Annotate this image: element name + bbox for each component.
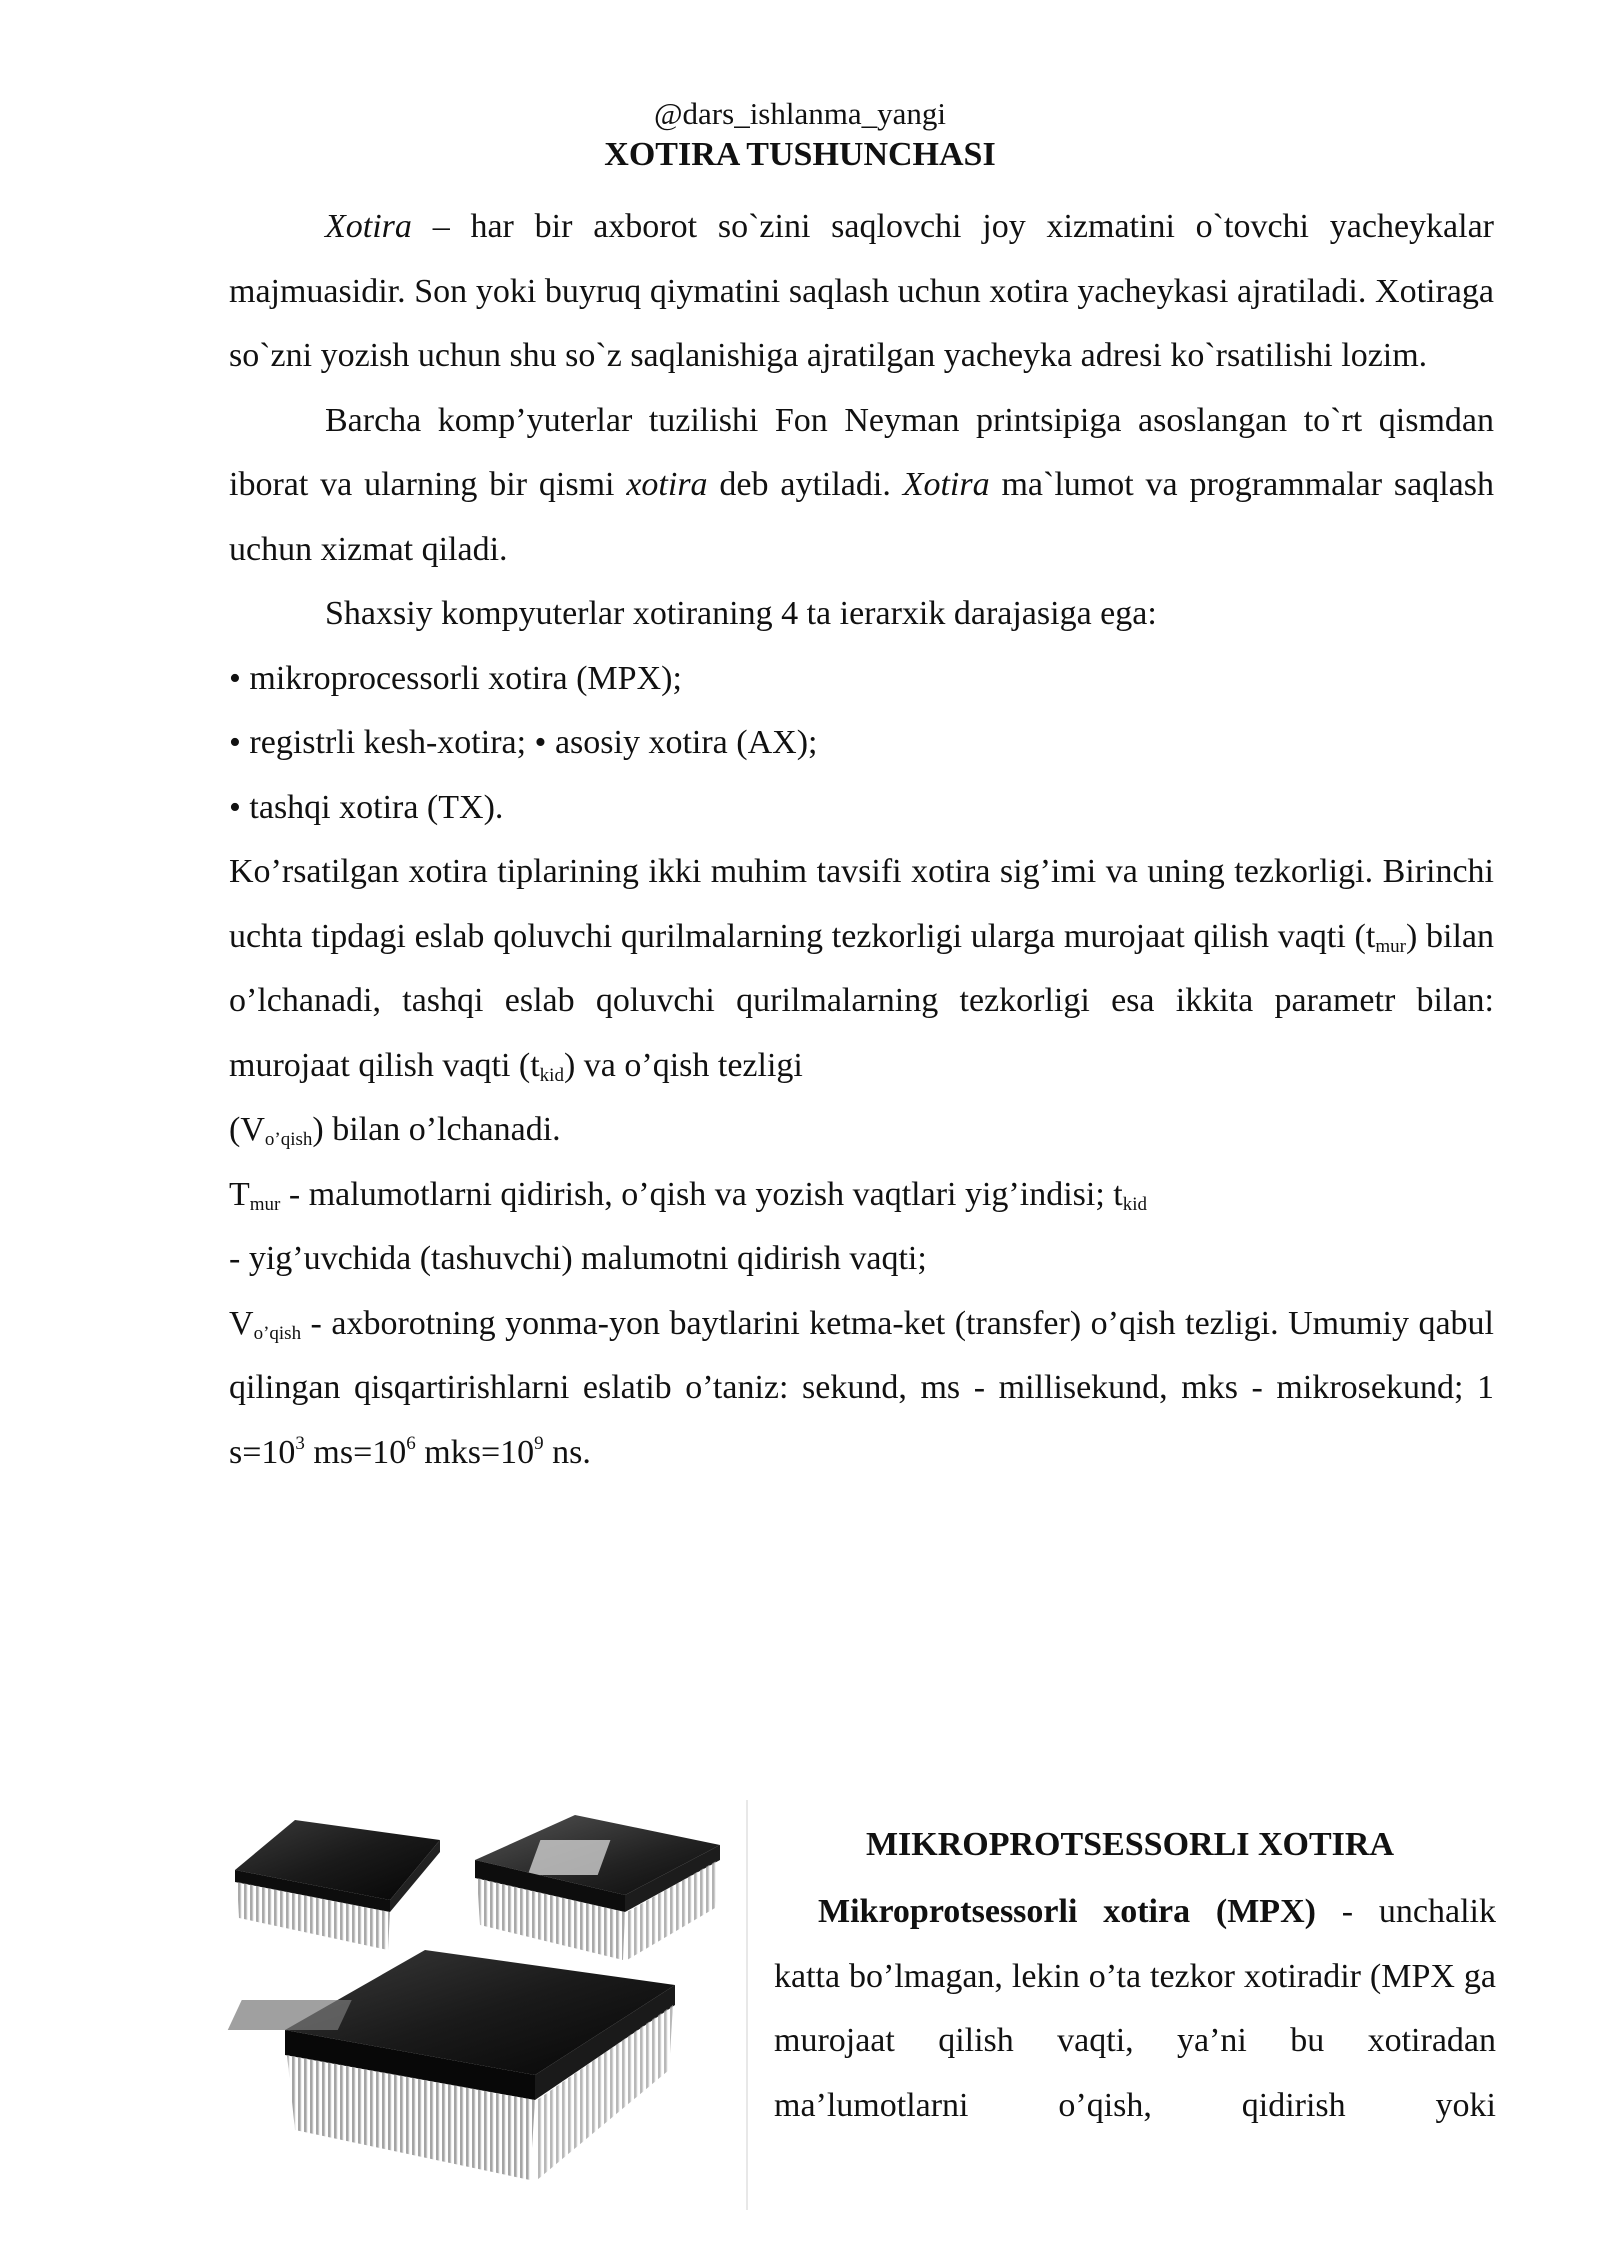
text-span: Barcha komp’yuterlar tuzilishi Fon Neyman printsipiga asoslangan to`rt qismdan iborat va ularning bir qismi — [229, 401, 1494, 503]
superscript: 6 — [406, 1432, 416, 1454]
term-dash: – — [411, 208, 471, 245]
main-text — [229, 195, 1494, 1485]
emphasis: xotira — [626, 466, 708, 503]
text-span: Ko’rsatilgan xotira tiplarining ikki muhim tavsifi xotira sig’imi va uning tezkorligi. Birinchi uchta tipdagi eslab qoluvchi qurilmalarning tezkorligi ularga murojaat qilish vaqti (t — [229, 853, 1494, 955]
chip-2 — [475, 1815, 720, 1960]
paragraph-mpx — [774, 1880, 1496, 2138]
paragraph-units — [229, 1292, 1494, 1486]
text-span: ) bilan o’lchanadi, tashqi eslab qoluvchi qurilmalarning tezkorligi esa ikkita parametr bilan: murojaat qilish vaqti (t — [229, 917, 1495, 1084]
subscript: kid — [1122, 1193, 1148, 1215]
text-span: ma`lumot va programmalar saqlash uchun xizmat qiladi. — [229, 466, 1494, 568]
text-span: ns. — [543, 1433, 591, 1471]
section-text — [774, 1880, 1496, 2138]
text-span: deb aytiladi. — [707, 466, 903, 503]
paragraph-definition — [229, 195, 1494, 389]
subscript: o’qish — [253, 1322, 302, 1344]
term-xotira: Xotira — [325, 208, 412, 245]
paragraph-tkid: - yig’uvchida (tashuvchi) malumotni qidirish vaqti; — [229, 1240, 927, 1277]
subscript: kid — [539, 1064, 564, 1086]
text-span: ) va o’qish tezligi — [563, 1046, 803, 1084]
section-title: MIKROPROTSESSORLI XOTIRA — [865, 1826, 1395, 1863]
bullet-item: • registrli kesh-xotira; • asosiy xotira (AX); — [229, 724, 818, 761]
subscript: o’qish — [264, 1129, 313, 1150]
chip-1 — [235, 1820, 440, 1950]
mpx-term: Mikroprotsessorli xotira (MPX) — [818, 1893, 1316, 1930]
text-span: mks=10 — [415, 1433, 535, 1471]
text-span: - axborotning yonma-yon baytlarini ketma-ket (transfer) o’qish tezligi. Umumiy qabul qilingan qisqartirishlarni eslatib o’taniz: sekund, ms - millisekund, mks - mikrosekund; 1 s=10 — [229, 1304, 1494, 1471]
paragraph-characteristics — [229, 840, 1494, 1098]
definition-text: har bir axborot so`zini saqlovchi joy xizmatini o`tovchi yacheykalar majmuasidir. Son yoki buyruq qiymatini saqlash uchun xotira yacheykasi ajratiladi. Xotiraga so`zni yozish uchun shu so`z saqlanishiga ajratilgan yacheyka adresi ko`rsatilishi lozim. — [229, 208, 1494, 374]
superscript: 3 — [295, 1432, 305, 1454]
text-span: (V — [229, 1111, 265, 1148]
chip-3 — [228, 1950, 675, 2180]
text-span: ms=10 — [304, 1433, 407, 1471]
text-span: - malumotlarni qidirish, o’qish va yozish vaqtlari yig’indisi; t — [280, 1175, 1123, 1213]
text-span: V — [229, 1304, 254, 1342]
watermark-header: @dars_ishlanma_yangi — [654, 96, 946, 131]
subscript: mur — [249, 1193, 281, 1215]
text-span: ) bilan o’lchanadi. — [312, 1111, 561, 1148]
mpx-description: - unchalik katta bo’lmagan, lekin o’ta tezkor xotiradir (MPX ga murojaat qilish vaqti, ya’ni bu xotiradan ma’lumotlarni o’qish, qidirish yoki — [774, 1893, 1496, 2124]
text-span: T — [229, 1175, 250, 1213]
paragraph-speed — [229, 1098, 1494, 1163]
paragraph-tmur — [229, 1163, 1494, 1228]
microchips-image — [225, 1800, 750, 2210]
page-title: XOTIRA TUSHUNCHASI — [604, 136, 996, 173]
microchips-icon — [225, 1800, 750, 2210]
subscript: mur — [1375, 935, 1406, 957]
bullet-item: • tashqi xotira (TX). — [229, 788, 504, 826]
bullet-item: • mikroprocessorli xotira (MPX); — [229, 659, 682, 697]
superscript: 9 — [534, 1432, 544, 1454]
emphasis: Xotira — [902, 466, 990, 503]
paragraph-hierarchy: Shaxsiy kompyuterlar xotiraning 4 ta ierarxik darajasiga ega: — [325, 595, 1157, 632]
paragraph-fon-neyman — [229, 389, 1494, 583]
